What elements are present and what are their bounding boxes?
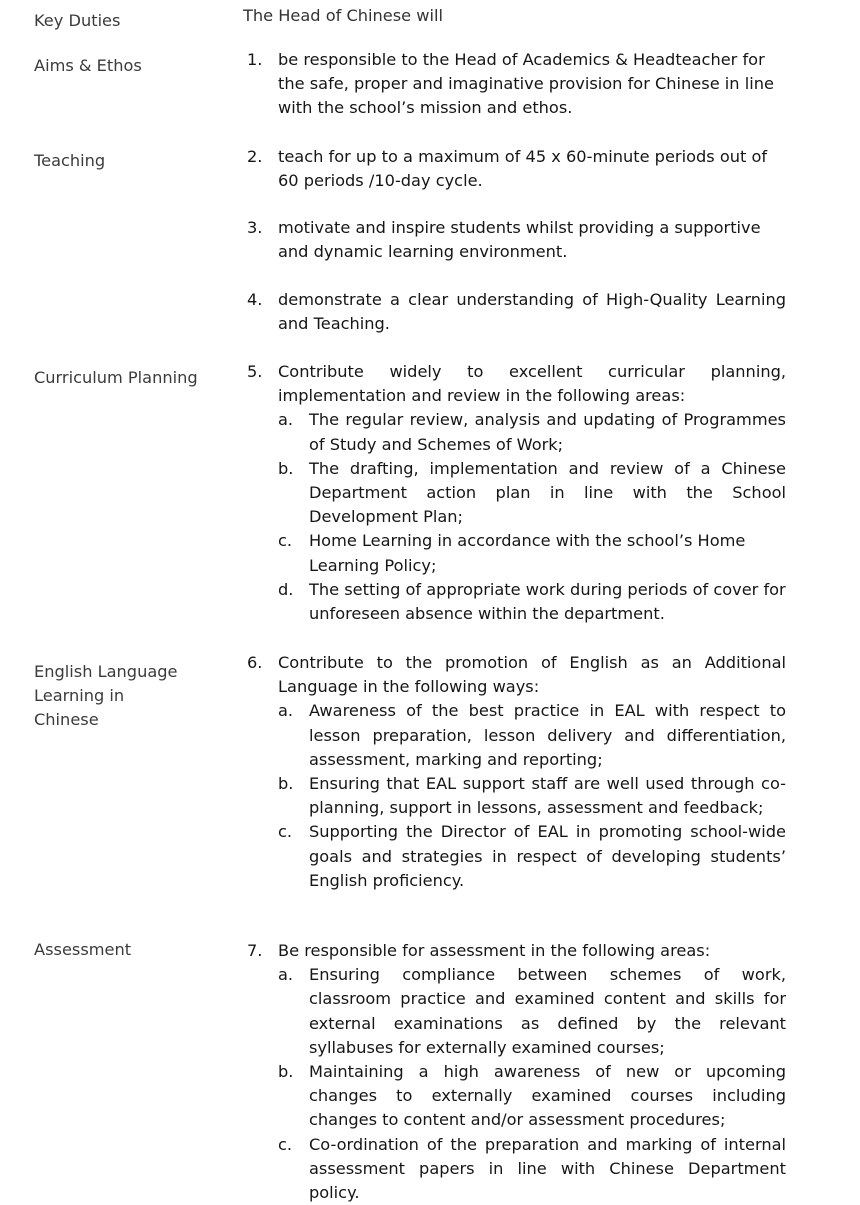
duty-item-6 <box>247 651 786 893</box>
sub-item-b <box>278 1060 786 1133</box>
item-number: 5. <box>247 362 263 381</box>
sub-item-text: Awareness of the best practice in EAL with respect to lesson preparation, lesson delivery and differentiation, assessment, marking and reporting; <box>309 701 786 769</box>
item-text: Contribute widely to excellent curricular planning, implementation and review in the following areas: <box>278 362 786 406</box>
sub-item-letter: b. <box>278 774 294 794</box>
sub-item-letter: c. <box>278 531 293 551</box>
item-number: 7. <box>247 941 263 960</box>
label-key-duties: Key Duties <box>34 11 121 30</box>
item-number: 6. <box>247 653 263 672</box>
duty-item-2 <box>247 145 786 193</box>
item-number: 1. <box>247 50 263 69</box>
label-assessment: Assessment <box>34 940 132 959</box>
sub-item-a <box>278 408 786 456</box>
label-english-language-learning <box>34 660 234 732</box>
sub-item-text: The drafting, implementation and review of a Chinese Department action plan in line with the School Development Plan; <box>309 458 786 527</box>
item-text: be responsible to the Head of Academics & Headteacher for the safe, proper and imaginative provision for Chinese in line with the school’s mission and ethos. <box>278 50 774 118</box>
sub-item-c <box>278 820 786 893</box>
sub-item-letter: c. <box>278 1134 293 1154</box>
sub-item-text: Ensuring compliance between schemes of work, classroom practice and examined content and skills for external examinations as defined by the relevant syllabuses for externally examined courses; <box>309 965 786 1057</box>
sub-item-text: Supporting the Director of EAL in promoting school-wide goals and strategies in respect of developing students’ English proficiency. <box>309 822 786 890</box>
sub-item-letter: a. <box>278 701 294 721</box>
label-curriculum-planning: Curriculum Planning <box>34 368 198 387</box>
item-text: demonstrate a clear understanding of High-Quality Learning and Teaching. <box>278 290 786 334</box>
duty-item-7 <box>247 939 786 1205</box>
item-number: 4. <box>247 290 263 309</box>
sub-item-text: Maintaining a high awareness of new or upcoming changes to externally examined courses including changes to content and/or assessment procedures; <box>309 1062 786 1130</box>
sub-item-text: Co-ordination of the preparation and marking of internal assessment papers in line with Chinese Department policy. <box>309 1134 786 1203</box>
sub-item-a <box>278 963 786 1060</box>
item-text: motivate and inspire students whilst providing a supportive and dynamic learning environment. <box>278 218 761 262</box>
sub-item-b <box>278 772 786 820</box>
sub-item-text: The regular review, analysis and updating of Programmes of Study and Schemes of Work; <box>309 410 786 454</box>
item-number: 2. <box>247 147 263 166</box>
duty-item-1 <box>247 48 786 121</box>
sub-item-letter: a. <box>278 965 294 985</box>
label-ell-line-1: English Language <box>34 662 178 681</box>
label-ell-line-2: Learning in <box>34 686 125 705</box>
sub-item-letter: c. <box>278 822 293 842</box>
item-text: teach for up to a maximum of 45 x 60-minute periods out of 60 periods /10-day cycle. <box>278 147 768 191</box>
sub-item-c <box>278 529 786 577</box>
duty-item-4 <box>247 288 786 336</box>
intro-text: The Head of Chinese will <box>243 6 444 25</box>
item-text: Contribute to the promotion of English as an Additional Language in the following ways: <box>278 653 786 697</box>
sub-item-a <box>278 699 786 772</box>
duty-item-5 <box>247 360 786 626</box>
sub-item-letter: d. <box>278 579 294 599</box>
label-ell-line-3: Chinese <box>34 710 99 729</box>
sub-item-letter: a. <box>278 410 294 430</box>
sub-item-text: Home Learning in accordance with the school’s Home Learning Policy; <box>309 531 746 575</box>
item-number: 3. <box>247 218 263 237</box>
sub-item-c <box>278 1133 786 1205</box>
item-text: Be responsible for assessment in the following areas: <box>278 941 711 960</box>
label-aims-ethos: Aims & Ethos <box>34 56 142 75</box>
sub-item-b <box>278 457 786 530</box>
sub-item-d <box>278 578 786 626</box>
sub-item-text: Ensuring that EAL support staff are well used through co-planning, support in lessons, assessment and feedback; <box>309 774 786 818</box>
sub-item-text: The setting of appropriate work during periods of cover for unforeseen absence within the department. <box>309 579 786 624</box>
label-teaching: Teaching <box>34 151 106 170</box>
sub-item-letter: b. <box>278 458 294 478</box>
sub-item-letter: b. <box>278 1062 294 1082</box>
duty-item-3 <box>247 216 786 264</box>
